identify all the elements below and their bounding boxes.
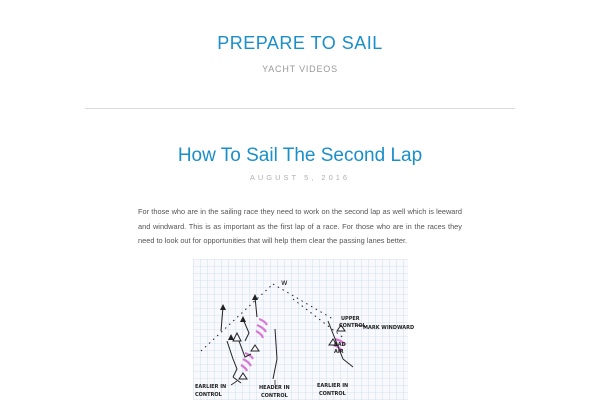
post-title-link[interactable]: How To Sail The Second Lap	[177, 145, 423, 166]
sailing-sketch-drawing	[193, 259, 415, 400]
sketch-label-header-1: HEADER IN	[259, 385, 290, 391]
sketch-label-earlier-left-1: EARLIER IN	[195, 384, 227, 390]
sailing-sketch-image	[193, 259, 415, 400]
sketch-label-header-2: CONTROL	[261, 393, 288, 399]
header-divider	[85, 108, 515, 109]
site-title-link[interactable]: PREPARE TO SAIL	[217, 33, 383, 53]
sketch-label-upper: UPPER	[341, 316, 360, 322]
sketch-label-air: AIR	[334, 349, 344, 355]
site-tagline: YACHT VIDEOS	[262, 64, 338, 74]
sketch-label-bad: BAD	[334, 342, 346, 348]
sketch-label-upper-control: CONTROL	[339, 323, 366, 329]
post-date[interactable]: AUGUST 5, 2016	[249, 173, 351, 182]
sketch-label-earlier-left-2: CONTROL	[195, 392, 222, 398]
sketch-label-earlier-right-1: EARLIER IN	[317, 383, 349, 389]
sketch-label-earlier-right-2: CONTROL	[319, 391, 346, 397]
sketch-label-mark-windward: MARK WINDWARD	[363, 325, 415, 331]
sketch-label-w: w	[281, 278, 288, 287]
post-paragraph: For those who are in the sailing race they need to work on the second lap as well which is leeward and windward. This is as important as the first lap of a race. For those who are in the races they need to look out for opportunities that will help them clear the passing lanes better.	[138, 207, 462, 245]
